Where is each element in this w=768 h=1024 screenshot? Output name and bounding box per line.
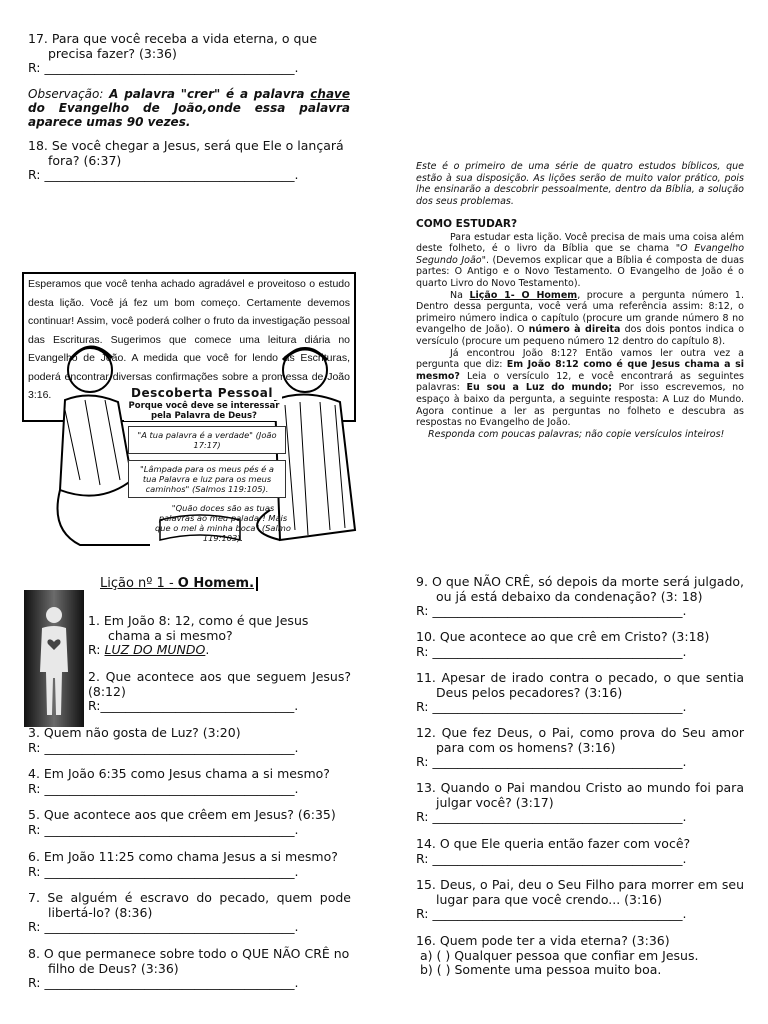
question-text: 16. Quem pode ter a vida eterna? (3:36) <box>416 933 670 948</box>
observation-label: Observação: <box>28 87 104 101</box>
question-text: 7. Se alguém é escravo do pecado, quem pode libertá-lo? (8:36) <box>28 890 351 920</box>
question-5 <box>28 808 351 837</box>
quote-psalm-119-103: "Quão doces são as tuas palavras ao meu paladar! Mais que o mel à minha boca" (Salmo 119:103). <box>155 503 291 543</box>
question-4 <box>28 767 351 796</box>
question-2 <box>88 670 351 714</box>
answer-line[interactable]: R: ________________________________________. <box>416 906 687 921</box>
answer-line[interactable]: R: ________________________________________. <box>28 975 299 990</box>
human-figure-panel <box>24 590 84 727</box>
question-text: 18. Se você chegar a Jesus, será que Ele o lançará fora? (6:37) <box>28 138 344 168</box>
question-text: 1. Em João 8: 12, como é que Jesus chama a si mesmo? <box>88 613 309 643</box>
question-9 <box>416 575 744 619</box>
lesson-title: Lição nº 1 - O Homem. <box>100 576 258 591</box>
question-text: 6. Em João 11:25 como chama Jesus a si mesmo? <box>28 849 338 864</box>
question-text: 10. Que acontece ao que crê em Cristo? (3:18) <box>416 629 710 644</box>
observation-note: Observação: A palavra "crer" é a palavra chave do Evangelho de João,onde essa palavra aparece umas 90 vezes. <box>28 87 350 129</box>
cartoon-banner: Descoberta Pessoal <box>122 386 282 400</box>
question-6 <box>28 850 351 879</box>
question-10 <box>416 630 744 659</box>
question-18 <box>28 139 351 183</box>
encouragement-box: Esperamos que você tenha achado agradável e proveitoso o estudo desta lição. Você já fez um bom começo. Certamente devemos continuar! Assim, você poderá colher o fruto da investigação pessoal das Escrituras. Sugerimos que comece uma leitura diária no Evangelho de João. A medida que você for lendo as Escrituras, poderá encontrar diversas confirmações sobre a promessa de João 3:16. <box>22 272 356 422</box>
option-b-checkbox[interactable]: b) ( ) Somente uma pessoa muito boa. <box>420 962 662 977</box>
option-a-checkbox[interactable]: a) ( ) Qualquer pessoa que confiar em Jesus. <box>420 947 699 963</box>
cartoon-illustration <box>40 330 370 550</box>
question-text: 3. Quem não gosta de Luz? (3:20) <box>28 725 241 740</box>
question-text: 2. Que acontece aos que seguem Jesus? (8:12) <box>88 669 351 699</box>
quote-psalm-119-105: "Lâmpada para os meus pés é a tua Palavra e luz para os meus caminhos" (Salmos 119:105). <box>128 460 286 498</box>
answer-line[interactable]: R: ________________________________________. <box>416 754 687 769</box>
answer-line[interactable]: R: ________________________________________. <box>416 809 687 824</box>
question-15 <box>416 878 744 922</box>
question-text: 8. O que permanece sobre todo o QUE NÃO CRÊ no filho de Deus? (3:36) <box>28 946 350 976</box>
answer-line[interactable]: R: ________________________________________. <box>416 699 687 714</box>
question-text: 13. Quando o Pai mandou Cristo ao mundo foi para julgar você? (3:17) <box>416 780 744 810</box>
intro-text: Este é o primeiro de uma série de quatro estudos bíblicos, que estão à sua disposição. As lições serão de muito valor prático, pois lhe ensinarão a descobrir pessoalmente, dentro da Bíblia, a solução dos seus problemas. <box>416 161 744 207</box>
question-3 <box>28 726 351 755</box>
answer-line[interactable]: R: ________________________________________. <box>416 850 687 866</box>
answer-line[interactable]: R:_______________________________. <box>88 698 299 713</box>
question-text: 9. O que NÃO CRÊ, só depois da morte será julgado, ou já está debaixo da condenação? (3: 18) <box>416 574 744 604</box>
answer-line[interactable]: R: ________________________________________. <box>28 863 299 879</box>
answer-line[interactable]: R: ________________________________________. <box>416 603 687 618</box>
question-1 <box>88 614 351 658</box>
answer-line[interactable]: R: ________________________________________. <box>28 167 299 182</box>
question-11 <box>416 671 744 715</box>
answer-line[interactable]: R: ________________________________________. <box>28 739 299 755</box>
question-text: 15. Deus, o Pai, deu o Seu Filho para morrer em seu lugar para que você crendo... (3:16) <box>416 877 744 907</box>
quote-john-17-17: "A tua palavra é a verdade" (João 17:17) <box>128 426 286 454</box>
question-17 <box>28 32 351 76</box>
question-13 <box>416 781 744 825</box>
how-to-study-heading: COMO ESTUDAR? <box>416 218 518 230</box>
answer-line[interactable]: R: LUZ DO MUNDO. <box>88 642 210 657</box>
question-text: 4. Em João 6:35 como Jesus chama a si mesmo? <box>28 766 330 781</box>
human-silhouette-heart-icon <box>24 590 84 727</box>
answer-line[interactable]: R: ________________________________________. <box>28 780 299 796</box>
question-text: 17. Para que você receba a vida eterna, o que precisa fazer? (3:36) <box>28 31 318 61</box>
question-text: 11. Apesar de irado contra o pecado, o que sentia Deus pelos pecadores? (3:16) <box>416 670 744 700</box>
question-16 <box>416 934 744 978</box>
question-8 <box>28 947 351 991</box>
cartoon-subtitle: Porque você deve se interessar pela Palavra de Deus? <box>124 401 284 421</box>
question-12 <box>416 726 744 770</box>
question-7 <box>28 891 351 935</box>
answer-line[interactable]: R: ________________________________________. <box>28 919 299 934</box>
answer-line[interactable]: R: ________________________________________. <box>28 60 299 75</box>
answer-line[interactable]: R: ________________________________________. <box>416 643 687 659</box>
how-to-study: COMO ESTUDAR? Para estudar esta lição. Você precisa de mais uma coisa além deste folheto, é o livro da Bíblia que se chama "O Evangelho Segundo João". (Devemos explicar que a Bíblia é composta de duas partes: O Antigo e o Novo Testamento. O Evangelho de João é o quarto Livro do Novo Testamento). Na Lição 1- O Homem, procure a pergunta número 1. Dentro dessa pergunta, você verá uma referência assim: 8:12, o primeiro número indica o capítulo (procure um grande número 8 no evangelho de João). O número à direita dos dois pontos indica o versículo (procure um pequeno número 12 dentro do capítulo 8). Já encontrou João 8:12? Então vamos ler outra vez a pergunta que diz: Em João 8:12 como é que Jesus chama a si mesmo? Leia o versículo 12, e você encontrará as seguintes palavras: Eu sou a Luz do mundo; Por isso escrevemos, no espaço à baixo da pergunta, a seguinte resposta: A Luz do Mundo. Agora continue a ler as perguntas no folheto e descubra as respostas no Evangelho de João. Responda com poucas palavras; não copie versículos inteiros! <box>416 218 745 440</box>
answer-line[interactable]: R: ________________________________________. <box>28 821 299 837</box>
question-text: 12. Que fez Deus, o Pai, como prova do Seu amor para com os homens? (3:16) <box>416 725 744 755</box>
question-14 <box>416 837 744 866</box>
question-text: 5. Que acontece aos que crêem em Jesus? (6:35) <box>28 807 336 822</box>
question-text: 14. O que Ele queria então fazer com você? <box>416 836 691 851</box>
